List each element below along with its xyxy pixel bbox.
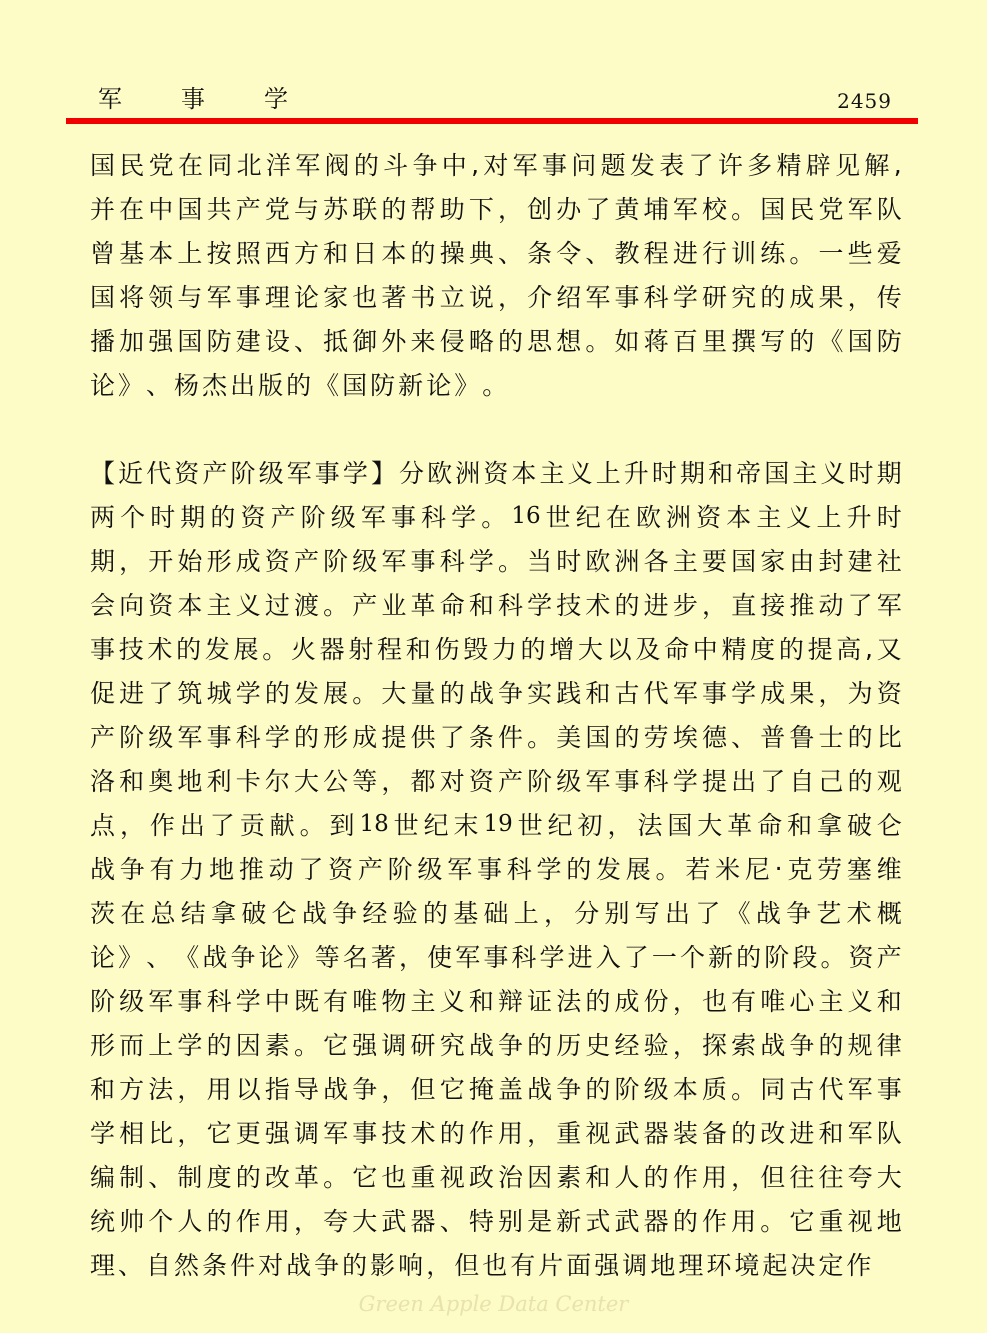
- text-line: 形 而 上 学 的 因 素 。 它 强 调 研 究 战 争 的 历 史 经 验 ， 探 索 战 争 的 规 律: [90, 1031, 902, 1060]
- text-line: 期 ， 开 始 形 成 资 产 阶 级 军 事 科 学 。 当 时 欧 洲 各 主 要 国 家 由 封 建 社: [90, 547, 902, 576]
- text-line: 茨 在 总 结 拿 破 仑 战 争 经 验 的 基 础 上 ， 分 别 写 出 了 《 战 争 艺 术 概: [90, 899, 902, 928]
- text-line: 国 民 党 在 同 北 洋 军 阀 的 斗 争 中 , 对 军 事 问 题 发 表 了 许 多 精 辟 见 解 ,: [90, 149, 902, 180]
- text-line: 播 加 强 国 防 建 设 、 抵 御 外 来 侵 略 的 思 想 。 如 蒋 百 里 撰 写 的 《 国 防: [90, 327, 902, 356]
- text-line: 会 向 资 本 主 义 过 渡 。 产 业 革 命 和 科 学 技 术 的 进 步 ， 直 接 推 动 了 军: [90, 591, 902, 620]
- text-line: 学 相 比 ， 它 更 强 调 军 事 技 术 的 作 用 ， 重 视 武 器 装 备 的 改 进 和 军 队: [90, 1119, 902, 1148]
- header-title-char: 军: [98, 85, 122, 113]
- text-line: 【 近 代 资 产 阶 级 军 事 学 】 分 欧 洲 资 本 主 义 上 升 时 期 和 帝 国 主 义 时 期: [90, 459, 902, 488]
- body-text: [90, 142, 902, 1286]
- text-line: 两 个 时 期 的 资 产 阶 级 军 事 科 学 。 16 世 纪 在 欧 洲 资 本 主 义 上 升 时: [90, 503, 902, 532]
- text-line: 曾 基 本 上 按 照 西 方 和 日 本 的 操 典 、 条 令 、 教 程 进 行 训 练 。 一 些 爱: [90, 239, 902, 268]
- header-rule: [66, 118, 918, 124]
- page-number: 2459: [837, 89, 892, 113]
- text-line: 并 在 中 国 共 产 党 与 苏 联 的 帮 助 下 ， 创 办 了 黄 埔 军 校 。 国 民 党 军 队: [90, 195, 902, 224]
- running-header-title: [98, 84, 288, 114]
- text-line: 编 制 、 制 度 的 改 革 。 它 也 重 视 政 治 因 素 和 人 的 作 用 ， 但 往 往 夸 大: [90, 1163, 902, 1192]
- header-title-char: 事: [181, 85, 205, 113]
- text-line: 国 将 领 与 军 事 理 论 家 也 著 书 立 说 ， 介 绍 军 事 科 学 研 究 的 成 果 ， 传: [90, 283, 902, 312]
- text-line: 点 ， 作 出 了 贡 献 。 到 18 世 纪 末 19 世 纪 初 ， 法 国 大 革 命 和 拿 破 仑: [90, 811, 902, 840]
- text-line: 阶 级 军 事 科 学 中 既 有 唯 物 主 义 和 辩 证 法 的 成 份 ， 也 有 唯 心 主 义 和: [90, 987, 902, 1016]
- text-line: 洛 和 奥 地 利 卡 尔 大 公 等 ， 都 对 资 产 阶 级 军 事 科 学 提 出 了 自 己 的 观: [90, 767, 902, 796]
- text-line: 论 》 、 《 战 争 论 》 等 名 著 ， 使 军 事 科 学 进 入 了 一 个 新 的 阶 段 。 资 产: [90, 943, 902, 972]
- header-title-char: 学: [264, 85, 288, 113]
- watermark: Green Apple Data Center: [358, 1292, 629, 1316]
- text-line: 产 阶 级 军 事 科 学 的 形 成 提 供 了 条 件 。 美 国 的 劳 埃 德 、 普 鲁 士 的 比: [90, 723, 902, 752]
- text-line: 论 》 、 杨 杰 出 版 的 《 国 防 新 论 》 。: [90, 371, 508, 400]
- text-line: 事 技 术 的 发 展 。 火 器 射 程 和 伤 毁 力 的 增 大 以 及 命 中 精 度 的 提 高 , 又: [90, 633, 902, 664]
- text-line: 战 争 有 力 地 推 动 了 资 产 阶 级 军 事 科 学 的 发 展 。 若 米 尼 · 克 劳 塞 维: [90, 853, 902, 884]
- text-line: 理 、 自 然 条 件 对 战 争 的 影 响 ， 但 也 有 片 面 强 调 地 理 环 境 起 决 定 作: [90, 1251, 872, 1280]
- text-line: 促 进 了 筑 城 学 的 发 展 。 大 量 的 战 争 实 践 和 古 代 军 事 学 成 果 ， 为 资: [90, 679, 902, 708]
- paragraph-gap: [90, 406, 902, 450]
- text-line: 统 帅 个 人 的 作 用 ， 夸 大 武 器 、 特 别 是 新 式 武 器 的 作 用 。 它 重 视 地: [90, 1207, 902, 1236]
- text-line: 和 方 法 ， 用 以 指 导 战 争 ， 但 它 掩 盖 战 争 的 阶 级 本 质 。 同 古 代 军 事: [90, 1075, 902, 1104]
